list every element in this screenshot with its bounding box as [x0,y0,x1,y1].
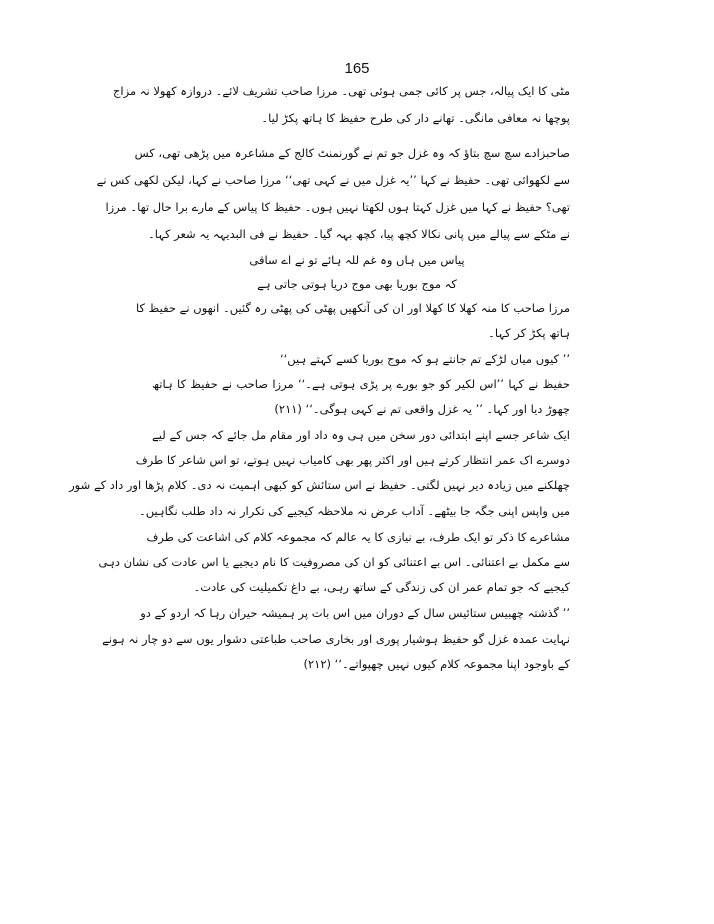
body-line: مشاعرے کا ذکر تو ایک طرف، بے نیازی کا یہ عالم کہ مجموعہ کلام کی اشاعت کی طرف [146,530,570,544]
page-body-continued [69,0,570,924]
quote-line: ’’ کیوں میاں لڑکے تم جانتے ہو کہ موج بوریا کسے کہتے ہیں‘‘ [279,352,570,366]
body-line: چھلکنے میں زیادہ دیر نہیں لگتی۔ حفیظ نے اس ستائش کو کبھی اہمیت نہ دی۔ کلام پڑھا اور داد کے شور [69,478,570,492]
body-line: چھوڑ دیا اور کہا۔ ’’ یہ غزل واقعی تم نے کہی ہوگی۔‘‘ (۲۱۱) [274,402,570,416]
body-line: ایک شاعر جسے اپنے ابتدائی دور سخن میں ہی وہ داد اور مقام مل جائے کہ جس کے لیے [152,428,570,442]
body-line: ہاتھ پکڑ کر کہا۔ [488,326,570,340]
body-line: مرزا صاحب کا منہ کھلا کا کھلا اور ان کی آنکھیں پھٹی کی پھٹی رہ گئیں۔ انھوں نے حفیظ کا [136,301,570,315]
verse-line: کہ موج بوریا بھی موج دریا ہوتی جاتی ہے [257,277,457,291]
quote-line: نہایت عمدہ غزل گو حفیظ ہوشیار پوری اور بخاری صاحب طباعتی دشوار یوں سے دو چار نہ ہونے [102,632,570,646]
body-line: پوچھا نہ معافی مانگی۔ تھانے دار کی طرح حفیظ کا ہاتھ پکڑ لیا۔ [261,111,570,125]
body-line: سے لکھوائی تھی۔ حفیظ نے کہا ’’یہ غزل میں نے کہی تھی‘‘ مرزا صاحب نے کہا، لیکن لکھی کس نے [96,173,570,187]
body-line: کیجیے کہ جو تمام عمر ان کی زندگی کے ساتھ رہی، بے داغ تکمیلیت کی عادت۔ [193,580,570,594]
body-line: حفیظ نے کہا ’’اس لکیر کو جو بورے پر پڑی ہوتی ہے۔‘‘ مرزا صاحب نے حفیظ کا ہاتھ [152,377,570,391]
body-line: نے مٹکے سے پیالے میں پانی نکالا کچھ پیا، کچھ بہہ گیا۔ حفیظ نے فی البدیہہ یہ شعر کہا۔ [148,227,570,241]
body-line: سے مکمل بے اعتنائی۔ اس بے اعتنائی کو ان کی مصروفیت کا نام دیجیے یا اس عادت کی نشان دہی [98,555,570,569]
verse-line: پیاس میں ہاں وہ غم للہ ہائے تو نے اے ساقی [249,253,465,267]
body-line: مٹی کا ایک پیالہ، جس پر کائی جمی ہوئی تھی۔ مرزا صاحب تشریف لائے۔ دروازہ کھولا نہ مزاج [113,84,570,98]
quote-line: ’’ گذشتہ چھبیس ستائیس سال کے دوران میں اس بات پر ہمیشہ حیران رہا کہ اردو کے دو [140,606,570,620]
body-line: صاحبزادے سچ سچ بتاؤ کہ وہ غزل جو تم نے گورنمنٹ کالج کے مشاعرہ میں پڑھی تھی، کس [134,146,570,160]
page-number: 165 [344,60,370,77]
body-line: میں واپس اپنی جگہ جا بیٹھے۔ آداب عرض نہ ملاحظہ کیجیے کی تکرار نہ داد طلب نگاہیں۔ [138,504,570,518]
body-line: دوسرے اک عمر انتظار کرتے ہیں اور اکثر پھر بھی کامیاب نہیں ہوتے، تو اس شاعر کا طرف [135,453,570,467]
quote-line: کے باوجود اپنا مجموعہ کلام کیوں نہیں چھپواتے۔‘‘ (۲۱۲) [303,657,570,671]
body-line: تھی؟ حفیظ نے کہا میں غزل کہتا ہوں لکھتا نہیں ہوں۔ حفیظ کا پیاس کے مارے برا حال تھا۔ مرزا [105,200,570,214]
